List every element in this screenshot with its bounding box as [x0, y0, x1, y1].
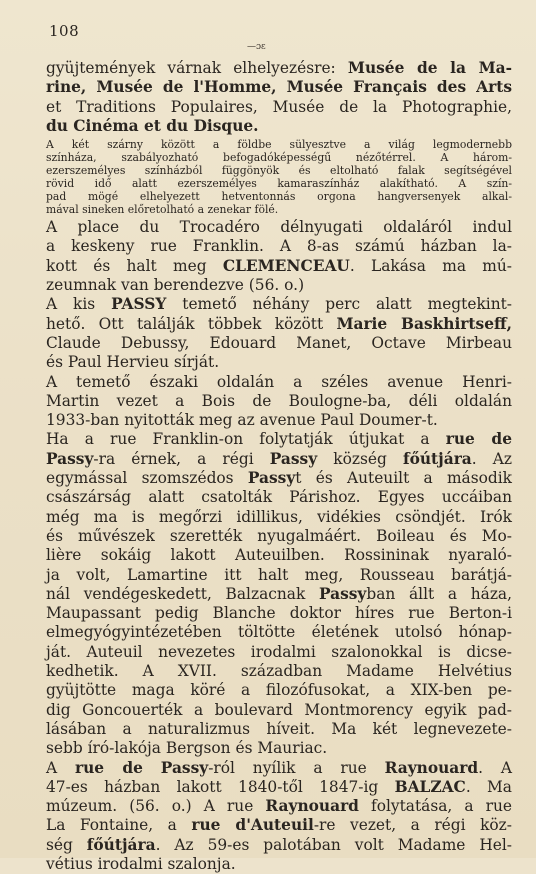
text-line: és Paul Hervieu sírját.	[46, 353, 512, 372]
text-line: és művészek szerették nyugalmáért. Boileau és Mo-	[46, 527, 512, 546]
text-line: hető. Ott találják többek között Marie Baskhirtseff,	[46, 315, 512, 334]
text-line: császárság alatt csatolták Párishoz. Egyes uccáiban	[46, 488, 512, 507]
paragraph-museums	[46, 59, 512, 136]
text-line: ját. Auteuil nevezetes irodalmi szalonokkal is dicse-	[46, 643, 512, 662]
text-line: A két szárny között a földbe sülyesztve a világ legmodernebb	[46, 138, 512, 151]
text-line: mával sineken előretolható a zenekar fölé.	[46, 203, 512, 216]
text-line: A kis PASSY temető néhány perc alatt megtekint-	[46, 295, 512, 314]
bold-phrase: rue de	[75, 759, 143, 777]
text-line: kedhetik. A XVII. században Madame Helvétius	[46, 662, 512, 681]
print-mark: —ɔɛ	[247, 42, 266, 52]
bold-phrase: Musée de la Ma-	[348, 59, 512, 77]
paragraph-clemenceau	[46, 218, 512, 295]
bold-phrase: Passy	[248, 469, 295, 487]
text-line: 1933-ban nyitották meg az avenue Paul Doumer-t.	[46, 411, 512, 430]
paragraph-theatre-note	[46, 138, 512, 216]
text-line: gyüjtemények várnak elhelyezésre: Musée de la Ma-	[46, 59, 512, 78]
text-line: rövid idő alatt ezerszemélyes kamaraszínház alakítható. A szín-	[46, 177, 512, 190]
text-line: A temető északi oldalán a széles avenue Henri-	[46, 373, 512, 392]
bold-phrase: PASSY	[111, 295, 166, 313]
text-line: múzeum. (56. o.) A rue Raynouard folytatása, a rue	[46, 797, 512, 816]
text-line: sebb író-lakója Bergson és Mauriac.	[46, 739, 512, 758]
text-line: kott és halt meg CLEMENCEAU. Lakása ma mú-	[46, 257, 512, 276]
bold-phrase: Passy	[46, 450, 93, 468]
text-line: Passy-ra érnek, a régi Passy község főútjára. Az	[46, 450, 512, 469]
bold-phrase: főútjára	[87, 836, 156, 854]
text-line: színháza, szabályozható befogadóképességű nézőtérrel. A három-	[46, 151, 512, 164]
bold-phrase: Passy	[270, 450, 317, 468]
bold-phrase: rue d'Auteuil	[191, 816, 313, 834]
text-line: zeumnak van berendezve (56. o.)	[46, 276, 512, 295]
text-line: du Cinéma et du Disque.	[46, 117, 512, 136]
text-line: elmegyógyintézetében töltötte életének utolsó hónap-	[46, 623, 512, 642]
text-line: Claude Debussy, Edouard Manet, Octave Mirbeau	[46, 334, 512, 353]
text-line: et Traditions Populaires, Musée de la Photographie,	[46, 98, 512, 117]
bold-phrase: főútjára	[403, 450, 472, 468]
text-line: pad mögé elhelyezett hetventonnás orgona hangversenyek alkal-	[46, 190, 512, 203]
text-line: A rue de Passy-ról nyílik a rue Raynouard. A	[46, 759, 512, 778]
text-line: lásában a naturalizmus híveit. Ma két legnevezete-	[46, 720, 512, 739]
text-line: A place du Trocadéro délnyugati oldaláról indul	[46, 218, 512, 237]
paragraph-passy-auteuil	[46, 430, 512, 758]
text-line: a keskeny rue Franklin. A 8-as számú házban la-	[46, 237, 512, 256]
text-line: lière sokáig lakott Auteuilben. Rossininak nyaraló-	[46, 546, 512, 565]
paragraph-avenue-henri-martin	[46, 373, 512, 431]
bold-phrase: Passy	[319, 585, 366, 603]
text-line: vétius irodalmi szalonja.	[46, 855, 512, 874]
text-line: Martin vezet a Bois de Boulogne-ba, déli oldalán	[46, 392, 512, 411]
page-number: 108	[49, 22, 79, 40]
bold-phrase: Passy	[161, 759, 208, 777]
paragraph-passy-cemetery	[46, 295, 512, 372]
text-line: dig Goncouerték a boulevard Montmorency egyik pad-	[46, 701, 512, 720]
bold-phrase: CLEMENCEAU	[223, 257, 350, 275]
text-line: Maupassant pedig Blanche doktor híres rue Berton-i	[46, 604, 512, 623]
text-line: Ha a rue Franklin-on folytatják útjukat a rue de	[46, 430, 512, 449]
bold-phrase: Raynouard	[385, 759, 479, 777]
text-line: 47-es házban lakott 1840-től 1847-ig BALZAC. Ma	[46, 778, 512, 797]
text-line: egymással szomszédos Passyt és Auteuilt a második	[46, 469, 512, 488]
bold-phrase: rue de	[446, 430, 512, 448]
text-line: La Fontaine, a rue d'Auteuil-re vezet, a régi köz-	[46, 816, 512, 835]
text-line: nál vendégeskedett, Balzacnak Passyban állt a háza,	[46, 585, 512, 604]
text-line: rine, Musée de l'Homme, Musée Français des Arts	[46, 78, 512, 97]
paragraph-rue-raynouard	[46, 759, 512, 874]
text-line: gyüjtötte maga köré a filozófusokat, a XIX-ben pe-	[46, 681, 512, 700]
text-line: ség főútjára. Az 59-es palotában volt Madame Hel-	[46, 836, 512, 855]
text-line: ezerszemélyes színházból függönyök és eltolható falak segítségével	[46, 164, 512, 177]
bold-phrase: Marie Baskhirtseff,	[336, 315, 512, 333]
text-line: ja volt, Lamartine itt halt meg, Rousseau barátjá-	[46, 566, 512, 585]
text-line: még ma is megőrzi idillikus, vidékies csöndjét. Irók	[46, 508, 512, 527]
bold-phrase: BALZAC	[395, 778, 466, 796]
page-body	[46, 59, 512, 874]
bold-phrase: Raynouard	[265, 797, 359, 815]
